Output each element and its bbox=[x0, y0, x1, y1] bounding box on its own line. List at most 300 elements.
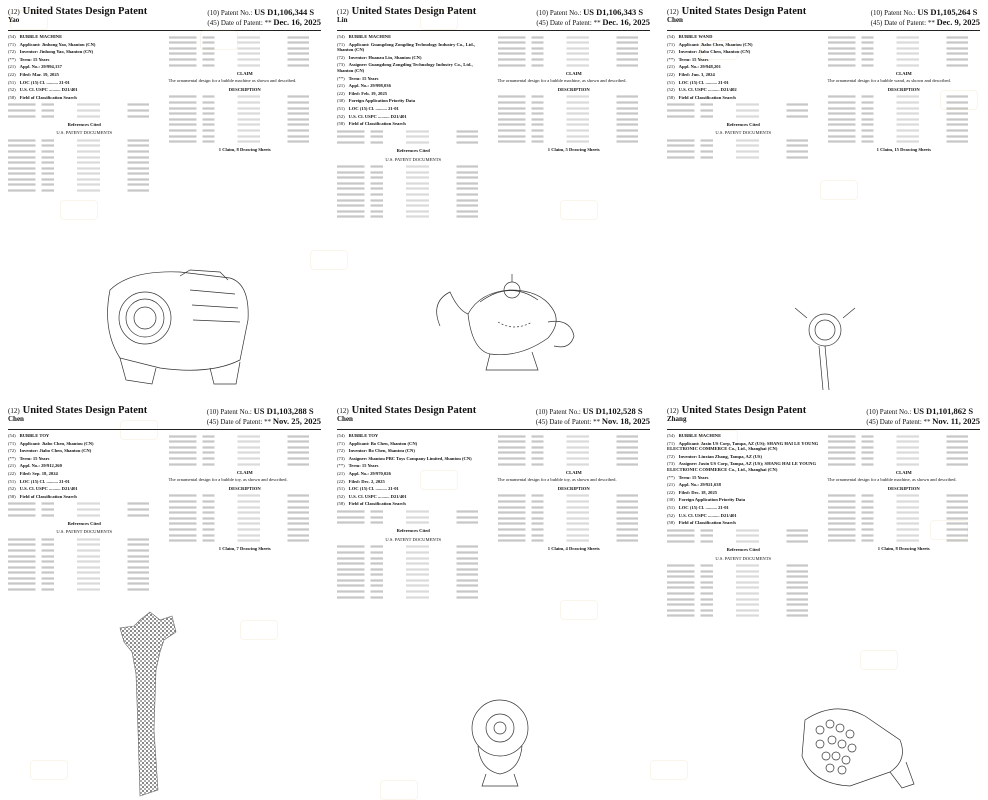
field-code: (51) bbox=[667, 504, 675, 510]
field-code: (22) bbox=[337, 90, 345, 96]
patent-date: Nov. 11, 2025 bbox=[932, 416, 980, 426]
fig-desc-ref-line bbox=[169, 96, 322, 98]
patent-title: United States Design Patent bbox=[681, 405, 807, 416]
classification-ref-line bbox=[667, 109, 820, 111]
field-text: BUBBLE MACHINE bbox=[348, 34, 392, 39]
left-column bbox=[667, 433, 820, 619]
watermark bbox=[560, 600, 598, 620]
classification-ref-line bbox=[337, 510, 490, 512]
field-text: Term: 15 Years bbox=[348, 463, 379, 469]
field-code: (52) bbox=[337, 493, 345, 499]
patent-header-right bbox=[207, 8, 321, 28]
us-patent-ref-line bbox=[667, 564, 820, 566]
bib-field bbox=[337, 441, 490, 447]
field-code: (52) bbox=[337, 113, 345, 119]
patent-date-row bbox=[207, 18, 321, 28]
other-ref-ref-line bbox=[828, 36, 981, 38]
bib-field bbox=[8, 64, 161, 70]
field-code: (22) bbox=[667, 489, 675, 495]
patent-date-label: (45) Date of Patent: bbox=[206, 418, 263, 426]
classification-ref-line bbox=[667, 535, 820, 537]
fig-desc-ref-line bbox=[169, 495, 322, 497]
description-title: DESCRIPTION bbox=[557, 86, 590, 92]
patent-header bbox=[667, 407, 980, 430]
other-ref-ref-line bbox=[498, 53, 651, 55]
classification-ref-line bbox=[8, 115, 161, 117]
patent-no-label: (10) Patent No.: bbox=[536, 9, 582, 17]
claim-title: CLAIM bbox=[236, 469, 253, 475]
bib-field bbox=[8, 42, 161, 48]
field-text: Applicant: Jiabo Chen, Shantou (CN) bbox=[19, 440, 94, 446]
patent-title: United States Design Patent bbox=[22, 405, 148, 416]
field-text: Term: 15 Years bbox=[678, 56, 709, 62]
bib-field bbox=[8, 87, 161, 93]
watermark bbox=[310, 250, 348, 270]
claim-title: CLAIM bbox=[895, 469, 912, 475]
patent-date-label: (45) Date of Patent: bbox=[870, 19, 927, 27]
field-code: (71) bbox=[8, 41, 16, 47]
references-subtitle: U.S. PATENT DOCUMENTS bbox=[56, 529, 113, 535]
field-code: (71) bbox=[667, 440, 675, 446]
patent-date: Nov. 18, 2025 bbox=[601, 416, 650, 426]
field-text: U.S. Cl. USPC .......... D21/401 bbox=[19, 486, 78, 492]
patent-number: US D1,106,343 S bbox=[583, 7, 644, 17]
field-code: (71) bbox=[667, 41, 675, 47]
field-code: (73) bbox=[667, 461, 675, 467]
bib-field bbox=[8, 49, 161, 55]
field-code: (22) bbox=[8, 470, 16, 476]
field-text: Filed: Mar. 19, 2025 bbox=[19, 71, 59, 77]
right-column bbox=[169, 34, 322, 194]
title-code: (12) bbox=[667, 8, 679, 16]
classification-ref-line bbox=[667, 529, 820, 531]
field-text: Inventor: Jiabo Chen, Shantou (CN) bbox=[19, 448, 92, 454]
us-patent-ref-line bbox=[337, 546, 490, 548]
patent-title: United States Design Patent bbox=[351, 6, 477, 17]
field-code: (58) bbox=[667, 520, 675, 526]
field-code: (54) bbox=[337, 34, 345, 39]
bib-field bbox=[337, 83, 490, 89]
classification-ref-line bbox=[337, 136, 490, 138]
patent-date-label: (45) Date of Patent: bbox=[535, 418, 592, 426]
patent-title: United States Design Patent bbox=[681, 6, 807, 17]
patent-title: United States Design Patent bbox=[351, 405, 477, 416]
date-star: ** bbox=[593, 418, 601, 426]
field-code: (71) bbox=[337, 41, 345, 47]
field-code: (21) bbox=[667, 482, 675, 488]
title-code: (12) bbox=[337, 8, 349, 16]
inventor-short: Zhang bbox=[667, 415, 687, 423]
field-text: Applicant: Jaxin US Corp, Tampa, AZ (US); SHANG HAI LE YOUNG ELECTRONIC COMMERCE Co., Ltd., Shanghai (CN) bbox=[667, 440, 819, 452]
fig-desc-ref-line bbox=[169, 107, 322, 109]
us-patent-ref-line bbox=[667, 587, 820, 589]
fig-desc-ref-line bbox=[169, 140, 322, 142]
patent-number: US D1,102,528 S bbox=[582, 406, 643, 416]
field-code: (72) bbox=[8, 448, 16, 454]
us-patent-ref-line bbox=[8, 184, 161, 186]
left-column bbox=[337, 433, 490, 600]
field-text: U.S. Cl. USPC .......... D21/401 bbox=[348, 113, 407, 119]
field-text: Appl. No.: 29/921,638 bbox=[678, 482, 721, 488]
field-text: Applicant: Guangdong Zongding Technology Industry Co., Ltd., Shantou (CN) bbox=[337, 41, 476, 53]
field-code: (22) bbox=[667, 71, 675, 77]
us-patent-ref-line bbox=[8, 577, 161, 579]
field-text: Filed: Dec. 2, 2025 bbox=[348, 478, 385, 484]
other-ref-ref-line bbox=[169, 463, 322, 465]
watermark bbox=[240, 620, 278, 640]
bib-field bbox=[337, 479, 490, 485]
bib-field bbox=[8, 456, 161, 462]
claim-title: CLAIM bbox=[236, 70, 253, 76]
watermark bbox=[420, 470, 458, 490]
field-code: (51) bbox=[337, 105, 345, 111]
title-code: (12) bbox=[8, 8, 20, 16]
watermark bbox=[930, 520, 968, 540]
bib-field bbox=[337, 91, 490, 97]
patent-header bbox=[337, 8, 650, 31]
bib-field bbox=[667, 441, 820, 452]
patent-body bbox=[337, 433, 650, 600]
bib-field bbox=[8, 72, 161, 78]
bib-field bbox=[8, 471, 161, 477]
references-title: References Cited bbox=[726, 546, 760, 552]
field-code: (54) bbox=[667, 34, 675, 39]
us-patent-ref-line bbox=[667, 576, 820, 578]
drawing-sheets-count: 1 Claim, 8 Drawing Sheets bbox=[218, 147, 271, 153]
watermark bbox=[820, 180, 858, 200]
patent-date-row bbox=[866, 417, 980, 427]
other-ref-ref-line bbox=[169, 446, 322, 448]
classification-ref-line bbox=[337, 522, 490, 524]
us-patent-ref-line bbox=[8, 549, 161, 551]
other-ref-ref-line bbox=[498, 42, 651, 44]
field-code: (22) bbox=[8, 71, 16, 77]
fig-desc-ref-line bbox=[828, 140, 981, 142]
patent-number: US D1,103,288 S bbox=[253, 406, 314, 416]
field-code: (71) bbox=[8, 440, 16, 446]
field-code: (**) bbox=[8, 56, 16, 62]
field-code: (52) bbox=[667, 512, 675, 518]
date-star: ** bbox=[923, 418, 931, 426]
references-title: References Cited bbox=[396, 528, 430, 534]
field-text: Applicant: Bo Chen, Shantou (CN) bbox=[348, 440, 418, 446]
claim-title: CLAIM bbox=[565, 70, 582, 76]
us-patent-ref-line bbox=[8, 544, 161, 546]
other-ref-ref-line bbox=[498, 457, 651, 459]
bib-field bbox=[8, 479, 161, 485]
left-column bbox=[8, 433, 161, 593]
fig-desc-ref-line bbox=[498, 534, 651, 536]
other-ref-ref-line bbox=[498, 446, 651, 448]
bib-field bbox=[337, 34, 490, 40]
bib-field bbox=[667, 454, 820, 460]
inventor-short: Chen bbox=[667, 16, 683, 24]
us-patent-ref-line bbox=[667, 615, 820, 617]
us-patent-ref-line bbox=[8, 560, 161, 562]
watermark bbox=[860, 650, 898, 670]
patent-body bbox=[337, 34, 650, 220]
field-text: LOC (15) Cl. .......... 21-01 bbox=[348, 105, 399, 111]
drawing-sheets-count: 1 Claim, 15 Drawing Sheets bbox=[876, 147, 931, 153]
patent-date-label: (45) Date of Patent: bbox=[536, 19, 592, 27]
patent-header bbox=[337, 407, 650, 430]
us-patent-ref-line bbox=[337, 193, 490, 195]
patent-header-left bbox=[667, 8, 806, 24]
field-text: LOC (15) Cl. .......... 21-01 bbox=[678, 504, 729, 510]
references-subtitle: U.S. PATENT DOCUMENTS bbox=[715, 130, 772, 136]
description-title: DESCRIPTION bbox=[557, 485, 590, 491]
bib-field bbox=[8, 494, 161, 500]
fig-desc-ref-line bbox=[169, 528, 322, 530]
field-code: (**) bbox=[667, 474, 675, 480]
title-code: (12) bbox=[8, 407, 20, 415]
field-text: Foreign Application Priority Data bbox=[348, 98, 416, 104]
references-subtitle: U.S. PATENT DOCUMENTS bbox=[385, 156, 442, 162]
patent-header-right bbox=[536, 8, 650, 28]
field-text: Assignee: Guangdong Zongding Technology Industry Co., Ltd., Shantou (CN) bbox=[337, 62, 473, 73]
us-patent-ref-line bbox=[667, 592, 820, 594]
us-patent-ref-line bbox=[337, 568, 490, 570]
patent-header bbox=[8, 8, 321, 31]
field-text: Inventor: Jinhong Yao, Shantou (CN) bbox=[19, 49, 94, 55]
bib-field bbox=[337, 98, 490, 104]
bib-field bbox=[667, 49, 820, 55]
other-ref-ref-line bbox=[169, 441, 322, 443]
bib-field bbox=[667, 490, 820, 496]
fig-desc-ref-line bbox=[828, 500, 981, 502]
us-patent-ref-line bbox=[337, 557, 490, 559]
bib-field bbox=[337, 76, 490, 82]
fig-desc-ref-line bbox=[169, 517, 322, 519]
field-text: Term: 15 Years bbox=[348, 75, 379, 81]
field-text: Term: 15 Years bbox=[19, 56, 50, 62]
date-star: ** bbox=[264, 19, 272, 27]
fig-desc-ref-line bbox=[498, 495, 651, 497]
field-code: (54) bbox=[8, 34, 16, 39]
us-patent-ref-line bbox=[8, 538, 161, 540]
us-patent-ref-line bbox=[8, 150, 161, 152]
fig-desc-ref-line bbox=[498, 135, 651, 137]
other-ref-ref-line bbox=[498, 64, 651, 66]
patent-body bbox=[8, 433, 321, 593]
other-ref-ref-line bbox=[498, 441, 651, 443]
patent-date: Dec. 9, 2025 bbox=[936, 17, 980, 27]
watermark bbox=[650, 760, 688, 780]
bib-field bbox=[667, 34, 820, 40]
watermark bbox=[380, 780, 418, 800]
date-star: ** bbox=[927, 19, 935, 27]
patent-header-right bbox=[871, 8, 980, 28]
bib-field bbox=[667, 475, 820, 481]
other-ref-ref-line bbox=[169, 452, 322, 454]
watermark bbox=[120, 420, 158, 440]
patent-date: Dec. 16, 2025 bbox=[602, 17, 650, 27]
field-text: Appl. No.: 29/948,201 bbox=[678, 64, 721, 70]
claim-text: The ornamental design for a bubble wand, as shown and described. bbox=[827, 78, 951, 84]
bib-field bbox=[337, 486, 490, 492]
other-ref-ref-line bbox=[169, 53, 322, 55]
field-text: Appl. No.: 29/994,137 bbox=[19, 64, 62, 70]
other-ref-ref-line bbox=[828, 53, 981, 55]
bib-field bbox=[667, 433, 820, 439]
field-text: BUBBLE WAND bbox=[678, 34, 713, 39]
field-code: (**) bbox=[337, 75, 345, 81]
field-code: (**) bbox=[8, 455, 16, 461]
field-code: (72) bbox=[667, 453, 675, 459]
us-patent-ref-line bbox=[667, 145, 820, 147]
field-text: Applicant: Jinhong Yao, Shantou (CN) bbox=[19, 41, 96, 47]
fig-desc-ref-line bbox=[169, 135, 322, 137]
other-ref-ref-line bbox=[169, 64, 322, 66]
field-text: LOC (15) Cl. .......... 21-01 bbox=[19, 478, 70, 484]
classification-ref-line bbox=[8, 104, 161, 106]
watermark bbox=[60, 200, 98, 220]
us-patent-ref-line bbox=[337, 188, 490, 190]
left-column bbox=[8, 34, 161, 194]
fig-desc-ref-line bbox=[828, 129, 981, 131]
field-text: Field of Classification Search bbox=[348, 501, 406, 507]
bib-field bbox=[337, 456, 490, 462]
us-patent-ref-line bbox=[8, 555, 161, 557]
field-code: (52) bbox=[667, 87, 675, 93]
field-text: Filed: Feb. 19, 2025 bbox=[348, 90, 388, 96]
field-code: (54) bbox=[337, 433, 345, 438]
bib-field bbox=[337, 471, 490, 477]
bib-field bbox=[337, 501, 490, 507]
field-text: BUBBLE TOY bbox=[19, 433, 50, 438]
inventor-short: Yao bbox=[8, 16, 20, 24]
field-code: (21) bbox=[337, 83, 345, 89]
patent-no-label: (10) Patent No.: bbox=[535, 408, 581, 416]
patent-header-right bbox=[207, 407, 321, 427]
fig-desc-ref-line bbox=[828, 118, 981, 120]
field-text: Field of Classification Search bbox=[678, 94, 736, 100]
other-ref-ref-line bbox=[498, 452, 651, 454]
watermark bbox=[200, 30, 238, 50]
fig-desc-ref-line bbox=[498, 528, 651, 530]
bubble-wand-figure bbox=[785, 300, 875, 395]
us-patent-ref-line bbox=[337, 585, 490, 587]
inventor-short: Chen bbox=[8, 415, 24, 423]
us-patent-ref-line bbox=[8, 145, 161, 147]
fig-desc-ref-line bbox=[498, 113, 651, 115]
us-patent-ref-line bbox=[667, 139, 820, 141]
patent-title: United States Design Patent bbox=[22, 6, 148, 17]
field-text: Term: 15 Years bbox=[19, 455, 50, 461]
field-code: (30) bbox=[667, 497, 675, 503]
fig-desc-ref-line bbox=[169, 506, 322, 508]
references-title: References Cited bbox=[67, 121, 101, 127]
watermark bbox=[560, 200, 598, 220]
fig-desc-ref-line bbox=[498, 124, 651, 126]
field-code: (52) bbox=[8, 87, 16, 93]
field-text: Assignee: Jaxin US Corp, Tampa, AZ (US); SHANG HAI LE YOUNG ELECTRONIC COMMERCE Co., Ltd., Shanghai (CN) bbox=[667, 461, 817, 472]
bib-field bbox=[667, 42, 820, 48]
references-title: References Cited bbox=[726, 121, 760, 127]
other-ref-ref-line bbox=[169, 47, 322, 49]
patent-header-right bbox=[536, 407, 650, 427]
bib-field bbox=[667, 57, 820, 63]
bib-field bbox=[337, 433, 490, 439]
field-code: (51) bbox=[337, 486, 345, 492]
bib-field bbox=[667, 482, 820, 488]
field-code: (21) bbox=[8, 463, 16, 469]
us-patent-ref-line bbox=[337, 562, 490, 564]
field-code: (58) bbox=[667, 94, 675, 100]
references-title: References Cited bbox=[396, 147, 430, 153]
field-code: (51) bbox=[667, 79, 675, 85]
field-text: Field of Classification Search bbox=[678, 520, 736, 526]
field-code: (52) bbox=[8, 486, 16, 492]
fig-desc-ref-line bbox=[498, 523, 651, 525]
field-code: (22) bbox=[337, 478, 345, 484]
us-patent-ref-line bbox=[337, 199, 490, 201]
us-patent-ref-line bbox=[8, 572, 161, 574]
other-ref-ref-line bbox=[169, 457, 322, 459]
right-column bbox=[498, 433, 651, 600]
field-text: Inventor: Bo Chen, Shantou (CN) bbox=[348, 448, 415, 454]
us-patent-ref-line bbox=[8, 161, 161, 163]
right-column bbox=[498, 34, 651, 220]
drawing-sheets-count: 1 Claim, 5 Drawing Sheets bbox=[547, 147, 600, 153]
field-text: Foreign Application Priority Data bbox=[678, 497, 746, 503]
fig-desc-ref-line bbox=[828, 512, 981, 514]
bib-field bbox=[8, 448, 161, 454]
bib-field bbox=[337, 121, 490, 127]
bib-field bbox=[8, 57, 161, 63]
field-code: (72) bbox=[8, 49, 16, 55]
bib-field bbox=[8, 463, 161, 469]
us-patent-ref-line bbox=[8, 173, 161, 175]
bib-field bbox=[667, 87, 820, 93]
us-patent-ref-line bbox=[337, 574, 490, 576]
other-ref-ref-line bbox=[169, 36, 322, 38]
drawing-sheets-count: 1 Claim, 8 Drawing Sheets bbox=[877, 546, 930, 552]
classification-ref-line bbox=[8, 503, 161, 505]
other-ref-ref-line bbox=[498, 47, 651, 49]
fig-desc-ref-line bbox=[498, 118, 651, 120]
bib-field bbox=[337, 42, 490, 53]
patent-number: US D1,101,862 S bbox=[913, 406, 974, 416]
us-patent-ref-line bbox=[8, 178, 161, 180]
bib-field bbox=[667, 72, 820, 78]
fig-desc-ref-line bbox=[169, 101, 322, 103]
us-patent-ref-line bbox=[337, 551, 490, 553]
us-patent-ref-line bbox=[337, 182, 490, 184]
patent-header-left bbox=[337, 407, 476, 423]
field-text: LOC (15) Cl. .......... 21-01 bbox=[19, 79, 70, 85]
other-ref-ref-line bbox=[828, 435, 981, 437]
watermark bbox=[700, 40, 738, 60]
patent-number: US D1,105,264 S bbox=[917, 7, 978, 17]
date-star: ** bbox=[593, 19, 601, 27]
field-code: (71) bbox=[337, 440, 345, 446]
bib-field bbox=[8, 80, 161, 86]
classification-ref-line bbox=[667, 540, 820, 542]
fig-desc-ref-line bbox=[169, 512, 322, 514]
us-patent-ref-line bbox=[667, 604, 820, 606]
patent-date-row bbox=[871, 18, 980, 28]
field-text: Filed: Dec. 18, 2025 bbox=[678, 489, 718, 495]
fig-desc-ref-line bbox=[498, 101, 651, 103]
bib-field bbox=[667, 513, 820, 519]
bubble-gun-figure bbox=[790, 700, 920, 790]
bib-field bbox=[8, 95, 161, 101]
inventor-short: Chen bbox=[337, 415, 353, 423]
bib-field bbox=[667, 95, 820, 101]
field-text: U.S. Cl. USPC .......... D21/402 bbox=[678, 87, 737, 93]
left-column bbox=[667, 34, 820, 160]
